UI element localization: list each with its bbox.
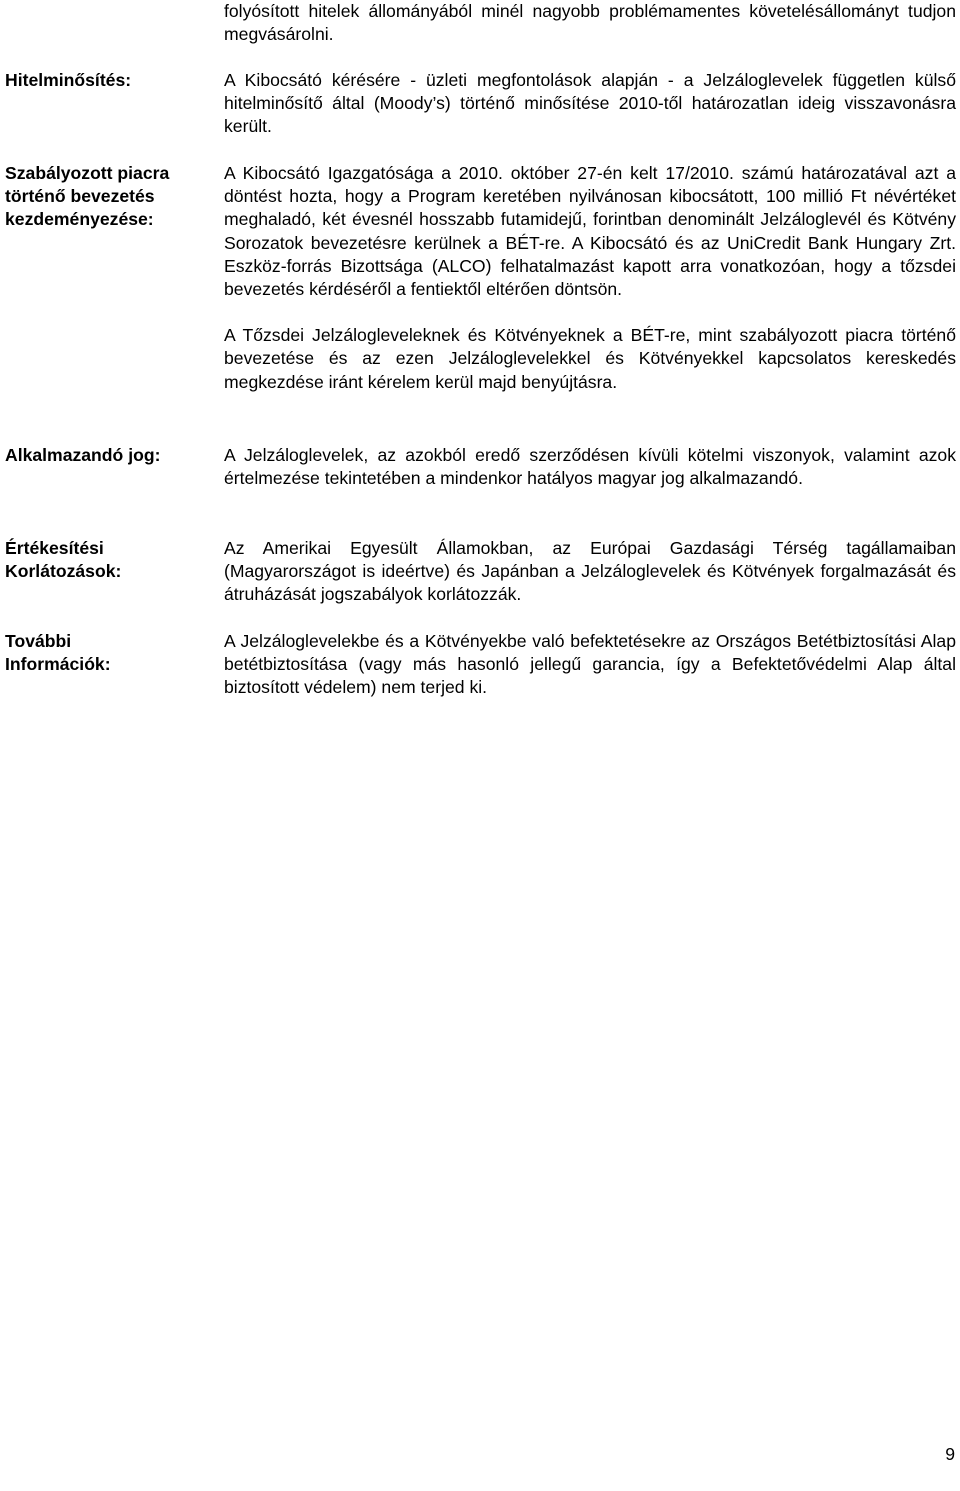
label-line: Értékesítési xyxy=(5,538,104,558)
section-label xyxy=(5,537,205,583)
label-line: Hitelminősítés: xyxy=(5,70,132,90)
label-line: történő bevezetés xyxy=(5,186,155,207)
section-content xyxy=(224,537,956,607)
page-number: 9 xyxy=(945,1444,955,1464)
paragraph: A Kibocsátó Igazgatósága a 2010. október 27-én kelt 17/2010. számú határozatával azt a döntést hozta, hogy a Program keretében nyilvánosan kibocsátott, 100 millió Ft névértéket meghaladó, két évesnél hosszabb futamidejű, forintban denominált Jelzáloglevél és Kötvény Sorozatok bevezetésre kerülnek a BÉT-re. A Kibocsátó és az UniCredit Bank Hungary Zrt. Eszköz-forrás Bizottsága (ALCO) felhatalmazást kapott arra vonatkozóan, hogy a tőzsdei bevezetés kérdéséről a fentiektől eltérően döntsön. xyxy=(224,163,956,300)
paragraph: A Tőzsdei Jelzálogleveleknek és Kötvényeknek a BÉT-re, mint szabályozott piacra történő bevezetése és az ezen Jelzáloglevelekkel és Kötvényekkel kapcsolatos kereskedés megkezdése iránt kérelem kerül majd benyújtásra. xyxy=(224,325,956,392)
section-content xyxy=(224,69,956,139)
paragraph: Az Amerikai Egyesült Államokban, az Európai Gazdasági Térség tagállamaiban (Magyarországot is ideértve) és Japánban a Jelzáloglevelek és Kötvények forgalmazását és átruházását jogszabályok korlátozzák. xyxy=(224,538,956,605)
paragraph-gap xyxy=(224,301,956,324)
section-content xyxy=(224,444,956,490)
continuation-paragraph: folyósított hitelek állományából minél nagyobb problémamentes követelésállományt tudjon megvásárolni. xyxy=(224,1,956,45)
label-line: További xyxy=(5,631,72,651)
label-line: Szabályozott piacra xyxy=(5,163,170,183)
label-line: Alkalmazandó jog: xyxy=(5,445,161,465)
label-line: Korlátozások: xyxy=(5,561,122,582)
label-line: Információk: xyxy=(5,654,111,675)
paragraph: A Kibocsátó kérésére - üzleti megfontolások alapján - a Jelzáloglevelek független külső hitelminősítő által (Moody’s) történő minősítése 2010-től határozatlan ideig visszavonásra került. xyxy=(224,70,956,137)
continuation-text xyxy=(224,0,956,46)
section-label xyxy=(5,444,205,467)
section-label xyxy=(5,630,205,676)
paragraph: A Jelzáloglevelek, az azokból eredő szerződésen kívüli kötelmi viszonyok, valamint azok értelmezése tekintetében a mindenkor hatályos magyar jog alkalmazandó. xyxy=(224,445,956,489)
section-content xyxy=(224,162,956,394)
paragraph: A Jelzáloglevelekbe és a Kötvényekbe való befektetésekre az Országos Betétbiztosítási Alap betétbiztosítása (vagy más hasonló jellegű garancia, így a Befektetővédelmi Alap által biztosított védelem) nem terjed ki. xyxy=(224,631,956,698)
section-label xyxy=(5,69,205,92)
label-line: kezdeményezése: xyxy=(5,209,154,230)
section-content xyxy=(224,630,956,700)
section-label xyxy=(5,162,205,232)
